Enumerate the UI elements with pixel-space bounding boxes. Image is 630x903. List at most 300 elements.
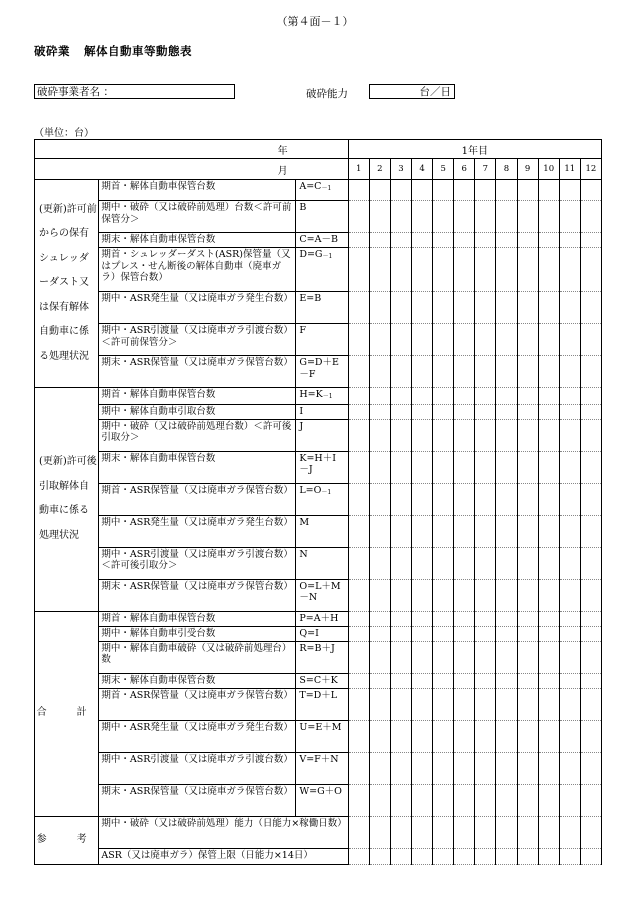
- data-cell[interactable]: [496, 483, 517, 515]
- data-cell[interactable]: [369, 292, 390, 324]
- data-cell[interactable]: [390, 848, 411, 864]
- data-cell[interactable]: [538, 515, 559, 547]
- data-cell[interactable]: [538, 641, 559, 673]
- data-cell[interactable]: [538, 233, 559, 248]
- data-cell[interactable]: [580, 180, 601, 201]
- data-cell[interactable]: [475, 816, 496, 848]
- data-cell[interactable]: [390, 816, 411, 848]
- data-cell[interactable]: [454, 816, 475, 848]
- data-cell[interactable]: [433, 248, 454, 292]
- data-cell[interactable]: [411, 201, 432, 233]
- data-cell[interactable]: [580, 388, 601, 405]
- data-cell[interactable]: [475, 752, 496, 784]
- data-cell[interactable]: [454, 848, 475, 864]
- data-cell[interactable]: [454, 451, 475, 483]
- data-cell[interactable]: [454, 547, 475, 579]
- data-cell[interactable]: [348, 611, 369, 626]
- data-cell[interactable]: [580, 688, 601, 720]
- data-cell[interactable]: [433, 451, 454, 483]
- data-cell[interactable]: [369, 547, 390, 579]
- data-cell[interactable]: [580, 611, 601, 626]
- data-cell[interactable]: [433, 388, 454, 405]
- data-cell[interactable]: [538, 579, 559, 611]
- data-cell[interactable]: [454, 233, 475, 248]
- data-cell[interactable]: [559, 641, 580, 673]
- data-cell[interactable]: [433, 784, 454, 816]
- data-cell[interactable]: [559, 201, 580, 233]
- data-cell[interactable]: [433, 292, 454, 324]
- data-cell[interactable]: [559, 579, 580, 611]
- data-cell[interactable]: [559, 356, 580, 388]
- data-cell[interactable]: [475, 419, 496, 451]
- data-cell[interactable]: [348, 547, 369, 579]
- data-cell[interactable]: [538, 451, 559, 483]
- data-cell[interactable]: [517, 324, 538, 356]
- data-cell[interactable]: [475, 641, 496, 673]
- data-cell[interactable]: [369, 848, 390, 864]
- data-cell[interactable]: [433, 641, 454, 673]
- data-cell[interactable]: [580, 673, 601, 688]
- data-cell[interactable]: [411, 848, 432, 864]
- data-cell[interactable]: [559, 547, 580, 579]
- data-cell[interactable]: [538, 404, 559, 419]
- data-cell[interactable]: [433, 720, 454, 752]
- data-cell[interactable]: [517, 180, 538, 201]
- data-cell[interactable]: [475, 848, 496, 864]
- data-cell[interactable]: [411, 451, 432, 483]
- data-cell[interactable]: [538, 292, 559, 324]
- data-cell[interactable]: [369, 419, 390, 451]
- data-cell[interactable]: [369, 483, 390, 515]
- data-cell[interactable]: [580, 451, 601, 483]
- data-cell[interactable]: [538, 248, 559, 292]
- data-cell[interactable]: [538, 626, 559, 641]
- data-cell[interactable]: [390, 388, 411, 405]
- data-cell[interactable]: [369, 233, 390, 248]
- data-cell[interactable]: [496, 248, 517, 292]
- data-cell[interactable]: [433, 324, 454, 356]
- data-cell[interactable]: [454, 752, 475, 784]
- data-cell[interactable]: [538, 483, 559, 515]
- data-cell[interactable]: [369, 324, 390, 356]
- data-cell[interactable]: [348, 248, 369, 292]
- data-cell[interactable]: [369, 688, 390, 720]
- data-cell[interactable]: [411, 419, 432, 451]
- data-cell[interactable]: [496, 688, 517, 720]
- data-cell[interactable]: [411, 180, 432, 201]
- data-cell[interactable]: [517, 233, 538, 248]
- data-cell[interactable]: [369, 515, 390, 547]
- data-cell[interactable]: [496, 201, 517, 233]
- data-cell[interactable]: [580, 784, 601, 816]
- data-cell[interactable]: [454, 579, 475, 611]
- data-cell[interactable]: [496, 784, 517, 816]
- data-cell[interactable]: [348, 579, 369, 611]
- data-cell[interactable]: [538, 611, 559, 626]
- data-cell[interactable]: [348, 784, 369, 816]
- data-cell[interactable]: [454, 515, 475, 547]
- data-cell[interactable]: [538, 752, 559, 784]
- data-cell[interactable]: [538, 356, 559, 388]
- data-cell[interactable]: [433, 579, 454, 611]
- data-cell[interactable]: [454, 356, 475, 388]
- data-cell[interactable]: [517, 720, 538, 752]
- data-cell[interactable]: [538, 688, 559, 720]
- data-cell[interactable]: [559, 784, 580, 816]
- data-cell[interactable]: [369, 673, 390, 688]
- data-cell[interactable]: [517, 673, 538, 688]
- data-cell[interactable]: [390, 324, 411, 356]
- data-cell[interactable]: [496, 673, 517, 688]
- data-cell[interactable]: [348, 848, 369, 864]
- data-cell[interactable]: [454, 292, 475, 324]
- data-cell[interactable]: [411, 816, 432, 848]
- data-cell[interactable]: [348, 720, 369, 752]
- data-cell[interactable]: [559, 688, 580, 720]
- data-cell[interactable]: [390, 784, 411, 816]
- data-cell[interactable]: [390, 547, 411, 579]
- data-cell[interactable]: [433, 356, 454, 388]
- data-cell[interactable]: [411, 547, 432, 579]
- data-cell[interactable]: [496, 515, 517, 547]
- data-cell[interactable]: [496, 848, 517, 864]
- capacity-field[interactable]: 台／日: [369, 84, 455, 99]
- data-cell[interactable]: [433, 816, 454, 848]
- data-cell[interactable]: [348, 419, 369, 451]
- data-cell[interactable]: [580, 324, 601, 356]
- data-cell[interactable]: [390, 201, 411, 233]
- data-cell[interactable]: [559, 752, 580, 784]
- data-cell[interactable]: [580, 419, 601, 451]
- data-cell[interactable]: [454, 720, 475, 752]
- data-cell[interactable]: [496, 720, 517, 752]
- data-cell[interactable]: [517, 292, 538, 324]
- data-cell[interactable]: [496, 579, 517, 611]
- data-cell[interactable]: [517, 611, 538, 626]
- data-cell[interactable]: [496, 388, 517, 405]
- data-cell[interactable]: [433, 752, 454, 784]
- data-cell[interactable]: [369, 626, 390, 641]
- data-cell[interactable]: [369, 356, 390, 388]
- data-cell[interactable]: [348, 641, 369, 673]
- data-cell[interactable]: [538, 324, 559, 356]
- data-cell[interactable]: [517, 483, 538, 515]
- data-cell[interactable]: [369, 611, 390, 626]
- data-cell[interactable]: [580, 483, 601, 515]
- data-cell[interactable]: [496, 641, 517, 673]
- data-cell[interactable]: [348, 688, 369, 720]
- data-cell[interactable]: [369, 180, 390, 201]
- data-cell[interactable]: [496, 816, 517, 848]
- data-cell[interactable]: [559, 404, 580, 419]
- data-cell[interactable]: [496, 180, 517, 201]
- data-cell[interactable]: [496, 752, 517, 784]
- data-cell[interactable]: [390, 579, 411, 611]
- data-cell[interactable]: [411, 388, 432, 405]
- data-cell[interactable]: [559, 248, 580, 292]
- data-cell[interactable]: [559, 611, 580, 626]
- data-cell[interactable]: [411, 611, 432, 626]
- data-cell[interactable]: [559, 324, 580, 356]
- data-cell[interactable]: [517, 248, 538, 292]
- data-cell[interactable]: [559, 515, 580, 547]
- data-cell[interactable]: [390, 752, 411, 784]
- data-cell[interactable]: [454, 419, 475, 451]
- data-cell[interactable]: [433, 404, 454, 419]
- data-cell[interactable]: [517, 688, 538, 720]
- data-cell[interactable]: [369, 451, 390, 483]
- data-cell[interactable]: [475, 688, 496, 720]
- data-cell[interactable]: [348, 673, 369, 688]
- data-cell[interactable]: [517, 404, 538, 419]
- data-cell[interactable]: [475, 356, 496, 388]
- data-cell[interactable]: [517, 784, 538, 816]
- data-cell[interactable]: [538, 848, 559, 864]
- data-cell[interactable]: [475, 626, 496, 641]
- data-cell[interactable]: [390, 483, 411, 515]
- data-cell[interactable]: [433, 626, 454, 641]
- data-cell[interactable]: [538, 201, 559, 233]
- data-cell[interactable]: [559, 388, 580, 405]
- data-cell[interactable]: [433, 233, 454, 248]
- data-cell[interactable]: [475, 248, 496, 292]
- data-cell[interactable]: [475, 483, 496, 515]
- data-cell[interactable]: [580, 752, 601, 784]
- operator-name-field[interactable]: 破砕事業者名 ：: [34, 84, 235, 99]
- data-cell[interactable]: [390, 688, 411, 720]
- data-cell[interactable]: [496, 626, 517, 641]
- data-cell[interactable]: [559, 292, 580, 324]
- data-cell[interactable]: [348, 324, 369, 356]
- data-cell[interactable]: [369, 816, 390, 848]
- data-cell[interactable]: [411, 515, 432, 547]
- data-cell[interactable]: [454, 673, 475, 688]
- data-cell[interactable]: [348, 233, 369, 248]
- data-cell[interactable]: [454, 641, 475, 673]
- data-cell[interactable]: [517, 848, 538, 864]
- data-cell[interactable]: [348, 451, 369, 483]
- data-cell[interactable]: [475, 579, 496, 611]
- data-cell[interactable]: [411, 404, 432, 419]
- data-cell[interactable]: [580, 404, 601, 419]
- data-cell[interactable]: [411, 688, 432, 720]
- data-cell[interactable]: [454, 688, 475, 720]
- data-cell[interactable]: [411, 356, 432, 388]
- data-cell[interactable]: [390, 626, 411, 641]
- data-cell[interactable]: [580, 547, 601, 579]
- data-cell[interactable]: [390, 180, 411, 201]
- data-cell[interactable]: [580, 292, 601, 324]
- data-cell[interactable]: [538, 816, 559, 848]
- data-cell[interactable]: [559, 720, 580, 752]
- data-cell[interactable]: [411, 579, 432, 611]
- data-cell[interactable]: [454, 201, 475, 233]
- data-cell[interactable]: [369, 752, 390, 784]
- data-cell[interactable]: [559, 419, 580, 451]
- data-cell[interactable]: [369, 388, 390, 405]
- data-cell[interactable]: [559, 816, 580, 848]
- data-cell[interactable]: [475, 388, 496, 405]
- data-cell[interactable]: [496, 292, 517, 324]
- data-cell[interactable]: [475, 180, 496, 201]
- data-cell[interactable]: [559, 848, 580, 864]
- data-cell[interactable]: [580, 515, 601, 547]
- data-cell[interactable]: [433, 673, 454, 688]
- data-cell[interactable]: [348, 292, 369, 324]
- data-cell[interactable]: [517, 451, 538, 483]
- data-cell[interactable]: [580, 233, 601, 248]
- data-cell[interactable]: [433, 515, 454, 547]
- data-cell[interactable]: [390, 673, 411, 688]
- data-cell[interactable]: [411, 248, 432, 292]
- data-cell[interactable]: [496, 233, 517, 248]
- data-cell[interactable]: [348, 515, 369, 547]
- data-cell[interactable]: [517, 201, 538, 233]
- data-cell[interactable]: [454, 784, 475, 816]
- data-cell[interactable]: [475, 324, 496, 356]
- data-cell[interactable]: [390, 356, 411, 388]
- data-cell[interactable]: [517, 547, 538, 579]
- data-cell[interactable]: [538, 720, 559, 752]
- data-cell[interactable]: [348, 404, 369, 419]
- data-cell[interactable]: [390, 515, 411, 547]
- data-cell[interactable]: [517, 419, 538, 451]
- data-cell[interactable]: [454, 324, 475, 356]
- data-cell[interactable]: [369, 404, 390, 419]
- data-cell[interactable]: [369, 579, 390, 611]
- data-cell[interactable]: [517, 356, 538, 388]
- data-cell[interactable]: [390, 641, 411, 673]
- data-cell[interactable]: [517, 752, 538, 784]
- data-cell[interactable]: [580, 848, 601, 864]
- data-cell[interactable]: [517, 515, 538, 547]
- data-cell[interactable]: [580, 626, 601, 641]
- data-cell[interactable]: [580, 356, 601, 388]
- data-cell[interactable]: [433, 483, 454, 515]
- data-cell[interactable]: [538, 419, 559, 451]
- data-cell[interactable]: [475, 611, 496, 626]
- data-cell[interactable]: [411, 673, 432, 688]
- data-cell[interactable]: [390, 292, 411, 324]
- data-cell[interactable]: [559, 451, 580, 483]
- data-cell[interactable]: [580, 641, 601, 673]
- data-cell[interactable]: [411, 720, 432, 752]
- data-cell[interactable]: [475, 547, 496, 579]
- data-cell[interactable]: [348, 356, 369, 388]
- data-cell[interactable]: [348, 201, 369, 233]
- data-cell[interactable]: [517, 816, 538, 848]
- data-cell[interactable]: [475, 451, 496, 483]
- data-cell[interactable]: [559, 626, 580, 641]
- data-cell[interactable]: [454, 626, 475, 641]
- data-cell[interactable]: [580, 720, 601, 752]
- data-cell[interactable]: [475, 201, 496, 233]
- data-cell[interactable]: [369, 720, 390, 752]
- data-cell[interactable]: [496, 451, 517, 483]
- data-cell[interactable]: [348, 180, 369, 201]
- data-cell[interactable]: [538, 388, 559, 405]
- data-cell[interactable]: [559, 233, 580, 248]
- data-cell[interactable]: [411, 626, 432, 641]
- data-cell[interactable]: [390, 720, 411, 752]
- data-cell[interactable]: [348, 483, 369, 515]
- data-cell[interactable]: [369, 201, 390, 233]
- data-cell[interactable]: [496, 611, 517, 626]
- data-cell[interactable]: [411, 233, 432, 248]
- data-cell[interactable]: [390, 248, 411, 292]
- data-cell[interactable]: [433, 611, 454, 626]
- data-cell[interactable]: [390, 233, 411, 248]
- data-cell[interactable]: [433, 201, 454, 233]
- data-cell[interactable]: [475, 233, 496, 248]
- data-cell[interactable]: [411, 483, 432, 515]
- data-cell[interactable]: [369, 248, 390, 292]
- data-cell[interactable]: [454, 180, 475, 201]
- data-cell[interactable]: [348, 388, 369, 405]
- data-cell[interactable]: [580, 579, 601, 611]
- data-cell[interactable]: [475, 784, 496, 816]
- data-cell[interactable]: [580, 816, 601, 848]
- data-cell[interactable]: [580, 201, 601, 233]
- data-cell[interactable]: [496, 404, 517, 419]
- data-cell[interactable]: [580, 248, 601, 292]
- data-cell[interactable]: [475, 515, 496, 547]
- data-cell[interactable]: [538, 547, 559, 579]
- data-cell[interactable]: [369, 784, 390, 816]
- data-cell[interactable]: [538, 180, 559, 201]
- data-cell[interactable]: [433, 688, 454, 720]
- data-cell[interactable]: [433, 419, 454, 451]
- data-cell[interactable]: [348, 752, 369, 784]
- data-cell[interactable]: [517, 641, 538, 673]
- data-cell[interactable]: [559, 673, 580, 688]
- data-cell[interactable]: [496, 547, 517, 579]
- data-cell[interactable]: [496, 356, 517, 388]
- data-cell[interactable]: [411, 324, 432, 356]
- data-cell[interactable]: [411, 752, 432, 784]
- data-cell[interactable]: [390, 451, 411, 483]
- data-cell[interactable]: [411, 784, 432, 816]
- data-cell[interactable]: [517, 626, 538, 641]
- data-cell[interactable]: [454, 248, 475, 292]
- data-cell[interactable]: [411, 641, 432, 673]
- data-cell[interactable]: [475, 720, 496, 752]
- data-cell[interactable]: [559, 180, 580, 201]
- data-cell[interactable]: [475, 292, 496, 324]
- data-cell[interactable]: [517, 579, 538, 611]
- data-cell[interactable]: [496, 419, 517, 451]
- data-cell[interactable]: [433, 547, 454, 579]
- data-cell[interactable]: [454, 611, 475, 626]
- data-cell[interactable]: [433, 848, 454, 864]
- data-cell[interactable]: [475, 673, 496, 688]
- data-cell[interactable]: [538, 673, 559, 688]
- data-cell[interactable]: [348, 626, 369, 641]
- data-cell[interactable]: [390, 404, 411, 419]
- data-cell[interactable]: [433, 180, 454, 201]
- data-cell[interactable]: [559, 483, 580, 515]
- data-cell[interactable]: [348, 816, 369, 848]
- data-cell[interactable]: [369, 641, 390, 673]
- data-cell[interactable]: [454, 404, 475, 419]
- data-cell[interactable]: [411, 292, 432, 324]
- data-cell[interactable]: [390, 419, 411, 451]
- data-cell[interactable]: [454, 483, 475, 515]
- data-cell[interactable]: [454, 388, 475, 405]
- data-cell[interactable]: [538, 784, 559, 816]
- data-cell[interactable]: [517, 388, 538, 405]
- data-cell[interactable]: [390, 611, 411, 626]
